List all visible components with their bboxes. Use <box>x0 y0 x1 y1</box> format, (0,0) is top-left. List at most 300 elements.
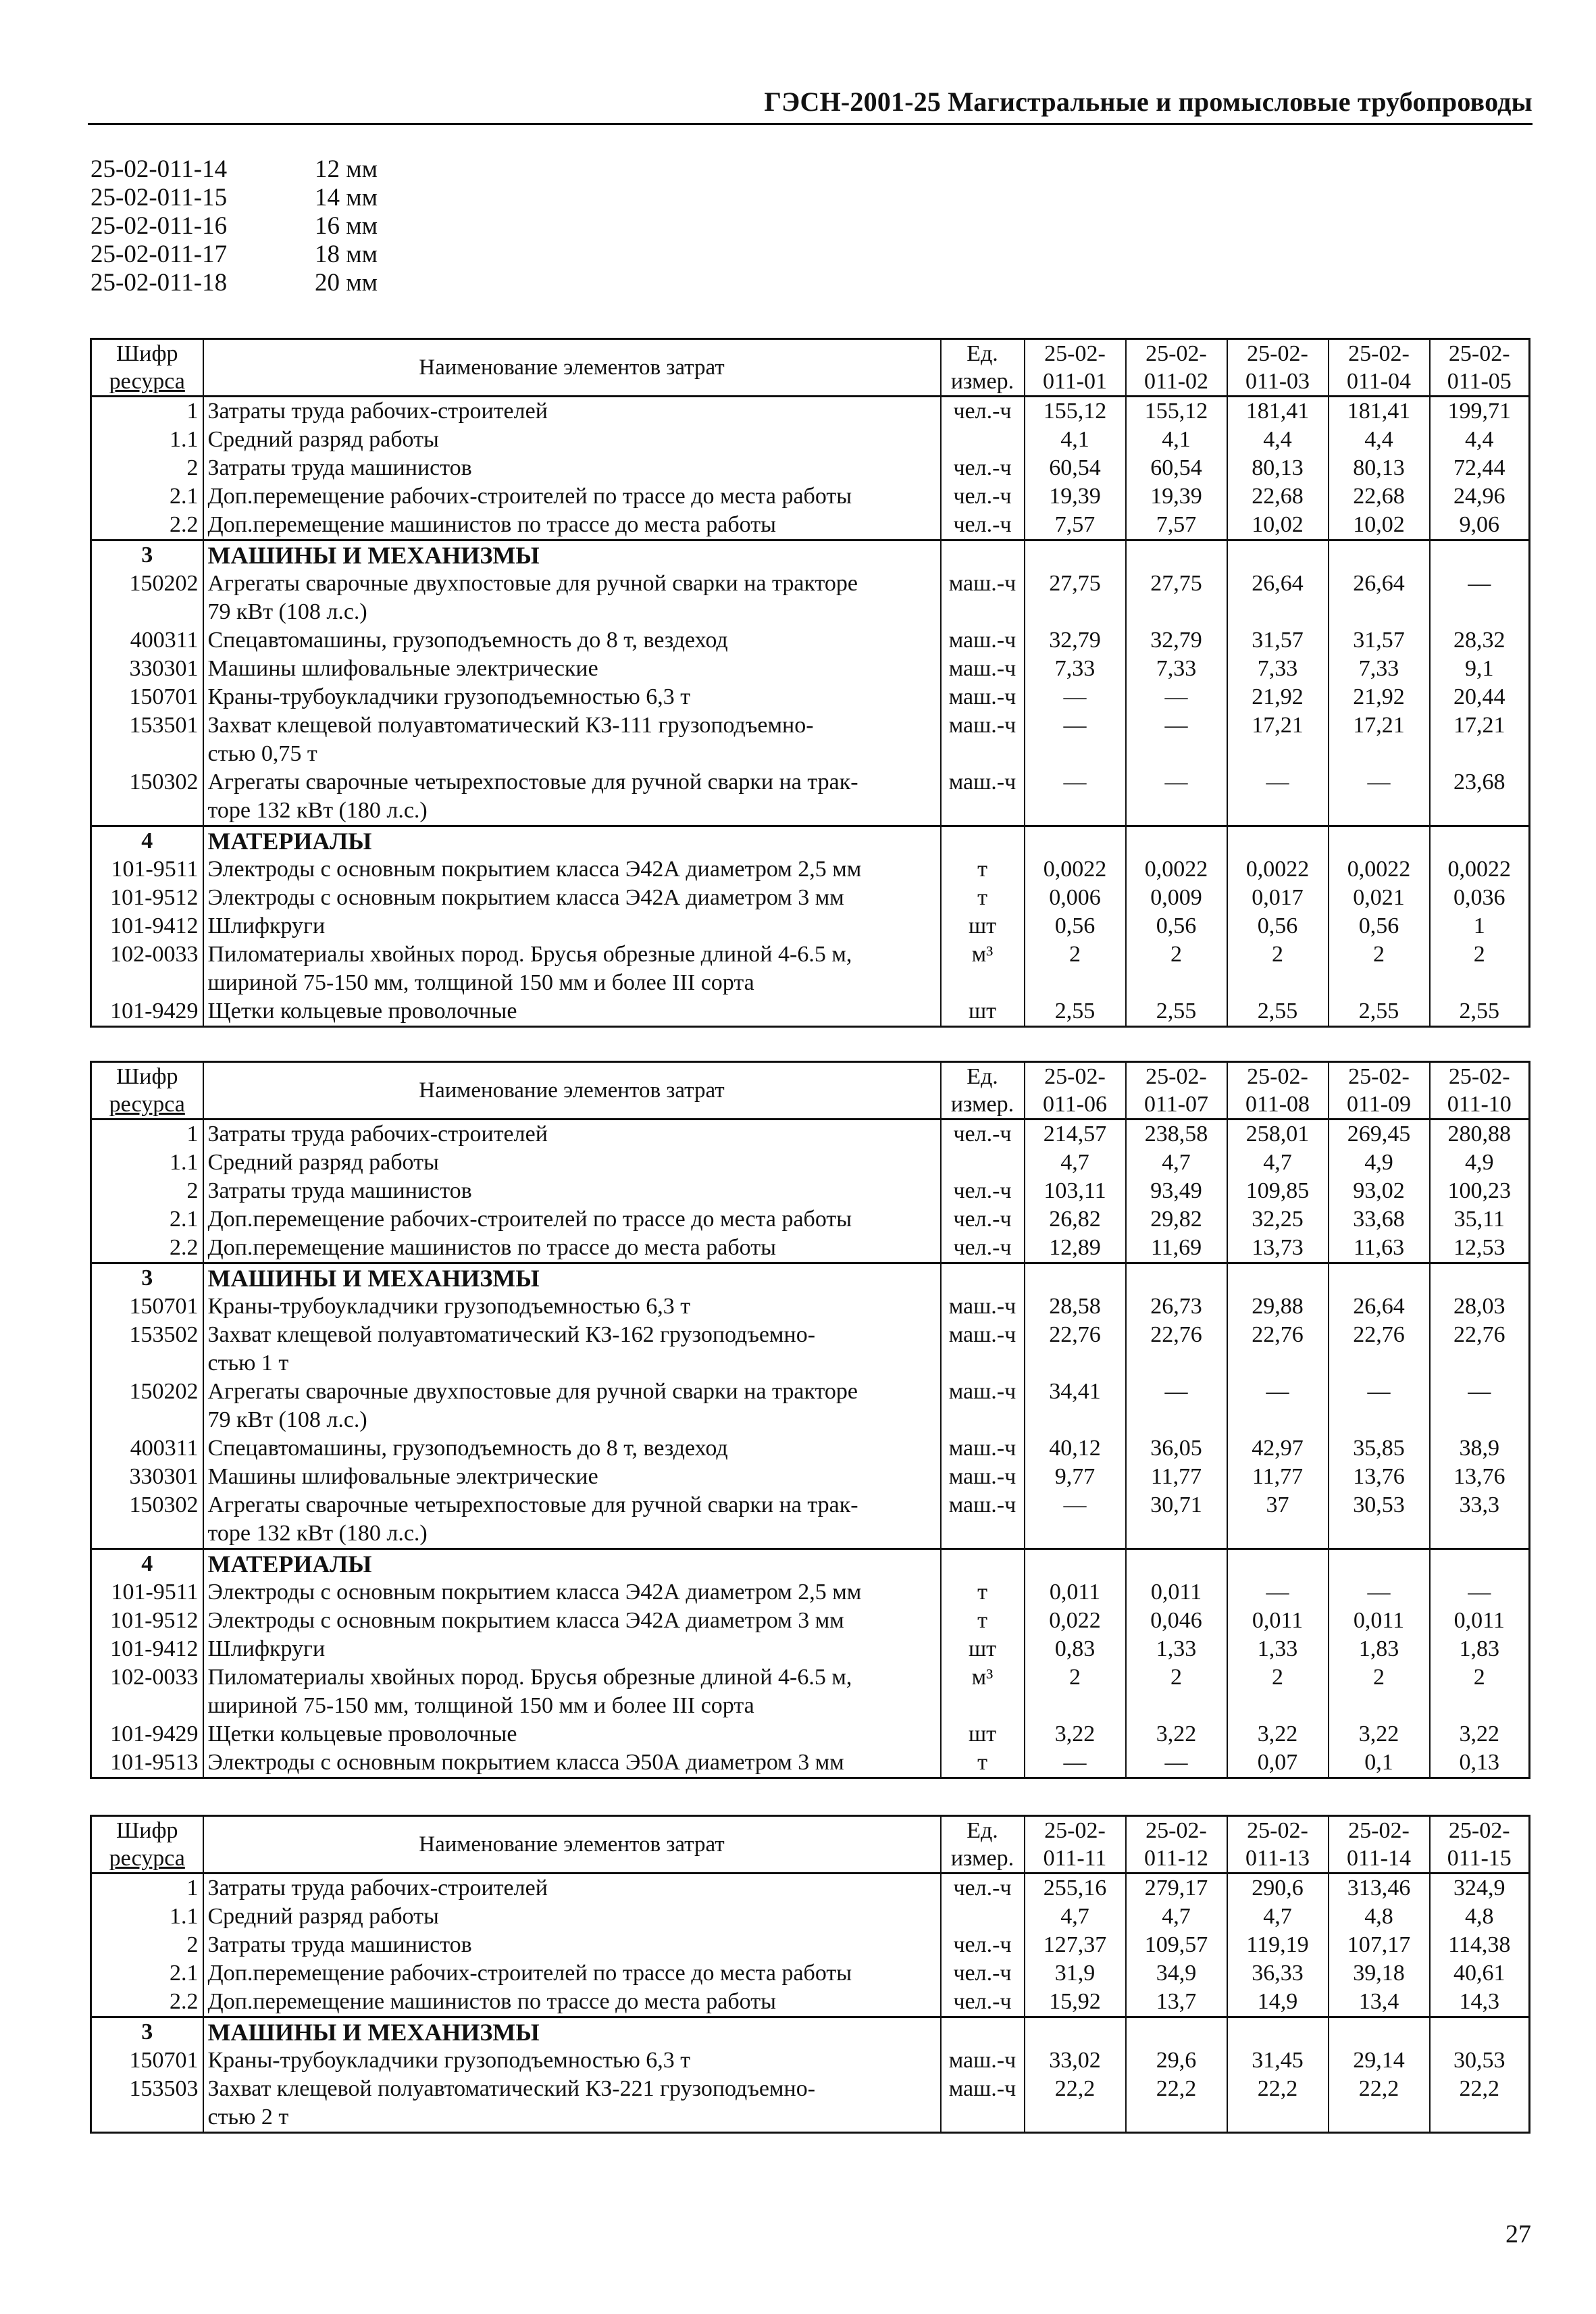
cell-unit <box>941 1149 1025 1177</box>
header-code-column <box>1430 339 1530 397</box>
cell-name: Захват клещевой полуавтоматический КЗ-162 грузоподъемно- <box>203 1321 941 1349</box>
cell-value: — <box>1430 1378 1530 1406</box>
header-code-column <box>1430 1816 1530 1873</box>
cell-value: 11,69 <box>1126 1234 1227 1263</box>
cell-name: Агрегаты сварочные двухпостовые для ручной сварки на тракторе <box>203 570 941 598</box>
cell-value: 0,011 <box>1227 1607 1329 1635</box>
cell-value: 238,58 <box>1126 1120 1227 1149</box>
header-code-column <box>1329 1816 1430 1873</box>
cell-unit: т <box>941 855 1025 884</box>
header-code-line1: 25-02- <box>1044 341 1106 366</box>
cell-value <box>1025 598 1126 626</box>
cell-cipher: 101-9429 <box>91 997 203 1027</box>
cell-value <box>1430 1349 1530 1378</box>
header-unit-line2: измер. <box>950 369 1014 394</box>
cell-value <box>1025 797 1126 826</box>
header-name: Наименование элементов затрат <box>203 1816 941 1873</box>
cell-unit: маш.-ч <box>941 1321 1025 1349</box>
cell-value <box>1126 969 1227 997</box>
cell-cipher: 150701 <box>91 683 203 711</box>
cell-name: МАТЕРИАЛЫ <box>203 1549 941 1579</box>
cell-name: Доп.перемещение рабочих-строителей по трассе до места работы <box>203 1959 941 1988</box>
cell-name: Шлифкруги <box>203 912 941 940</box>
cell-cipher: 101-9429 <box>91 1720 203 1749</box>
header-code-line2: 011-06 <box>1042 1092 1108 1117</box>
cell-unit: маш.-ч <box>941 2046 1025 2075</box>
cell-value: 3,22 <box>1227 1720 1329 1749</box>
cell-value: 80,13 <box>1227 454 1329 482</box>
cell-value <box>1025 2103 1126 2133</box>
cell-value: — <box>1025 1749 1126 1778</box>
cell-unit: маш.-ч <box>941 1491 1025 1519</box>
table-row <box>91 1149 1530 1177</box>
cell-cipher: 2 <box>91 454 203 482</box>
cell-value: 23,68 <box>1430 768 1530 797</box>
cell-unit <box>941 797 1025 826</box>
cell-name: Затраты труда машинистов <box>203 1931 941 1959</box>
cell-value <box>1227 1549 1329 1579</box>
table-header <box>91 339 1530 397</box>
cell-value: 28,32 <box>1430 626 1530 655</box>
cell-value: 0,011 <box>1025 1578 1126 1607</box>
table-row <box>91 711 1530 740</box>
cell-value <box>1430 1519 1530 1549</box>
cell-cipher: 2.1 <box>91 1205 203 1234</box>
cell-name: 79 кВт (108 л.с.) <box>203 598 941 626</box>
cell-value <box>1430 797 1530 826</box>
cell-value: 22,2 <box>1430 2075 1530 2103</box>
cell-value: 2 <box>1329 1663 1430 1692</box>
table-row <box>91 1663 1530 1692</box>
cell-value: 4,7 <box>1025 1149 1126 1177</box>
header-unit-line1: Ед. <box>967 1064 998 1089</box>
cell-value <box>1430 1263 1530 1293</box>
table-row <box>91 1720 1530 1749</box>
cell-cipher: 102-0033 <box>91 1663 203 1692</box>
cell-cipher: 150202 <box>91 1378 203 1406</box>
cell-value <box>1329 1519 1430 1549</box>
table-row <box>91 1903 1530 1931</box>
cell-name: Захват клещевой полуавтоматический КЗ-221 грузоподъемно- <box>203 2075 941 2103</box>
table-row <box>91 912 1530 940</box>
cell-value: 13,73 <box>1227 1234 1329 1263</box>
cell-value: — <box>1025 1491 1126 1519</box>
cell-value: 0,07 <box>1227 1749 1329 1778</box>
cell-value: 30,53 <box>1329 1491 1430 1519</box>
cell-value <box>1025 1549 1126 1579</box>
cell-value <box>1126 1549 1227 1579</box>
cell-value: 32,79 <box>1126 626 1227 655</box>
cell-value: 24,96 <box>1430 482 1530 511</box>
cell-value: 32,25 <box>1227 1205 1329 1234</box>
cell-unit: чел.-ч <box>941 1120 1025 1149</box>
cell-cipher: 102-0033 <box>91 940 203 969</box>
cell-value: 22,2 <box>1227 2075 1329 2103</box>
cell-value: 4,1 <box>1025 426 1126 454</box>
code-size-row <box>91 241 378 269</box>
cell-value: 9,77 <box>1025 1463 1126 1491</box>
cell-value: 22,2 <box>1126 2075 1227 2103</box>
header-code-column <box>1430 1062 1530 1120</box>
cell-value: 42,97 <box>1227 1434 1329 1463</box>
cell-name: стью 0,75 т <box>203 740 941 768</box>
cell-value: 27,75 <box>1126 570 1227 598</box>
cell-cipher: 1.1 <box>91 1903 203 1931</box>
cell-value: 214,57 <box>1025 1120 1126 1149</box>
cell-unit: чел.-ч <box>941 1205 1025 1234</box>
cell-cipher <box>91 598 203 626</box>
table-row <box>91 511 1530 540</box>
cell-value <box>1329 1549 1430 1579</box>
header-cipher <box>91 1062 203 1120</box>
cell-cipher: 101-9511 <box>91 1578 203 1607</box>
cell-value <box>1329 1263 1430 1293</box>
cell-value <box>1025 2017 1126 2047</box>
cell-name: Агрегаты сварочные четырехпостовые для ручной сварки на трак- <box>203 1491 941 1519</box>
cell-value: 7,57 <box>1025 511 1126 540</box>
cell-value <box>1329 1692 1430 1720</box>
cell-value: 255,16 <box>1025 1873 1126 1903</box>
cell-value: 21,92 <box>1227 683 1329 711</box>
cell-unit: чел.-ч <box>941 397 1025 426</box>
cell-value <box>1329 797 1430 826</box>
header-code-line2: 011-09 <box>1346 1092 1412 1117</box>
cell-name: Затраты труда рабочих-строителей <box>203 397 941 426</box>
cell-value: 127,37 <box>1025 1931 1126 1959</box>
cell-name: торе 132 кВт (180 л.с.) <box>203 1519 941 1549</box>
cell-value <box>1126 826 1227 856</box>
header-code-line2: 011-10 <box>1447 1092 1512 1117</box>
cell-unit: чел.-ч <box>941 1234 1025 1263</box>
cell-value: 9,06 <box>1430 511 1530 540</box>
cell-value <box>1025 740 1126 768</box>
cell-value <box>1126 2103 1227 2133</box>
cell-name: МАШИНЫ И МЕХАНИЗМЫ <box>203 2017 941 2047</box>
cell-value: 17,21 <box>1430 711 1530 740</box>
cell-value: 2 <box>1025 1663 1126 1692</box>
cell-value: 0,036 <box>1430 884 1530 912</box>
cell-value: 13,76 <box>1329 1463 1430 1491</box>
header-code-line2: 011-14 <box>1346 1846 1412 1871</box>
cell-unit <box>941 1903 1025 1931</box>
cell-unit: чел.-ч <box>941 511 1025 540</box>
table-row <box>91 1234 1530 1263</box>
header-code-line1: 25-02- <box>1145 341 1207 366</box>
cell-value: 2,55 <box>1329 997 1430 1027</box>
cell-value: 35,85 <box>1329 1434 1430 1463</box>
cell-name: Электроды с основным покрытием класса Э42А диаметром 3 мм <box>203 1607 941 1635</box>
cell-value: — <box>1126 711 1227 740</box>
cell-unit: маш.-ч <box>941 1434 1025 1463</box>
cell-value: 0,0022 <box>1329 855 1430 884</box>
cell-value: 0,006 <box>1025 884 1126 912</box>
cell-value: 29,82 <box>1126 1205 1227 1234</box>
table-row <box>91 2017 1530 2047</box>
cell-value: 0,13 <box>1430 1749 1530 1778</box>
cell-value: 4,4 <box>1227 426 1329 454</box>
header-code-line1: 25-02- <box>1247 1064 1308 1089</box>
table-row <box>91 826 1530 856</box>
cell-unit: маш.-ч <box>941 2075 1025 2103</box>
header-cipher-line2: ресурса <box>109 1846 185 1871</box>
cell-name: шириной 75-150 мм, толщиной 150 мм и более III сорта <box>203 1692 941 1720</box>
cell-value: — <box>1126 768 1227 797</box>
cell-name: Затраты труда рабочих-строителей <box>203 1873 941 1903</box>
table-row <box>91 626 1530 655</box>
cell-value <box>1430 2017 1530 2047</box>
table-row <box>91 768 1530 797</box>
cell-value <box>1227 740 1329 768</box>
table-row <box>91 1406 1530 1434</box>
header-code-line1: 25-02- <box>1348 341 1410 366</box>
cell-value: 22,68 <box>1227 482 1329 511</box>
cell-value: 109,85 <box>1227 1177 1329 1205</box>
cell-name: Агрегаты сварочные четырехпостовые для ручной сварки на трак- <box>203 768 941 797</box>
table-row <box>91 1749 1530 1778</box>
cell-value: — <box>1430 570 1530 598</box>
cell-value: 22,68 <box>1329 482 1430 511</box>
cell-value: 290,6 <box>1227 1873 1329 1903</box>
cell-value <box>1430 540 1530 570</box>
cell-value: 14,3 <box>1430 1988 1530 2017</box>
cell-cipher: 4 <box>91 1549 203 1579</box>
cell-cipher: 150302 <box>91 1491 203 1519</box>
cell-value <box>1329 2017 1430 2047</box>
cell-unit <box>941 598 1025 626</box>
table-row <box>91 884 1530 912</box>
cell-value: — <box>1329 1578 1430 1607</box>
header-cipher-line2: ресурса <box>109 369 185 394</box>
cell-cipher <box>91 969 203 997</box>
cell-name: Электроды с основным покрытием класса Э42А диаметром 2,5 мм <box>203 855 941 884</box>
header-code-line1: 25-02- <box>1247 341 1308 366</box>
resource-table-2 <box>90 1061 1530 1779</box>
cell-name: Средний разряд работы <box>203 426 941 454</box>
cell-unit <box>941 1549 1025 1579</box>
cell-name: Электроды с основным покрытием класса Э50А диаметром 3 мм <box>203 1749 941 1778</box>
cell-unit <box>941 1692 1025 1720</box>
cell-value: 35,11 <box>1430 1205 1530 1234</box>
cell-value: 93,49 <box>1126 1177 1227 1205</box>
cell-value <box>1126 598 1227 626</box>
cell-cipher: 153502 <box>91 1321 203 1349</box>
cell-name: Затраты труда рабочих-строителей <box>203 1120 941 1149</box>
header-code-line1: 25-02- <box>1044 1064 1106 1089</box>
cell-value: 17,21 <box>1227 711 1329 740</box>
cell-value: 269,45 <box>1329 1120 1430 1149</box>
cell-cipher: 3 <box>91 2017 203 2047</box>
table-row <box>91 1263 1530 1293</box>
header-code-line2: 011-13 <box>1245 1846 1310 1871</box>
code-size-row <box>91 269 378 297</box>
cell-value <box>1126 540 1227 570</box>
table-row <box>91 1578 1530 1607</box>
cell-value: 103,11 <box>1025 1177 1126 1205</box>
table-row <box>91 570 1530 598</box>
header-cipher <box>91 339 203 397</box>
cell-value: 0,56 <box>1025 912 1126 940</box>
cell-value: 22,76 <box>1430 1321 1530 1349</box>
cell-value: 22,2 <box>1025 2075 1126 2103</box>
header-code-column <box>1227 1062 1329 1120</box>
table-row <box>91 740 1530 768</box>
cell-value: 11,63 <box>1329 1234 1430 1263</box>
cell-unit <box>941 426 1025 454</box>
code-size-value: 20 мм <box>315 269 378 297</box>
cell-value: 313,46 <box>1329 1873 1430 1903</box>
cell-value: — <box>1025 711 1126 740</box>
header-code-line1: 25-02- <box>1448 341 1510 366</box>
table-row <box>91 1635 1530 1663</box>
table-row <box>91 426 1530 454</box>
header-unit-line1: Ед. <box>967 1818 998 1843</box>
cell-name: Шлифкруги <box>203 1635 941 1663</box>
cell-value: 2,55 <box>1025 997 1126 1027</box>
cell-value: 0,0022 <box>1227 855 1329 884</box>
cell-cipher: 3 <box>91 540 203 570</box>
cell-name: Затраты труда машинистов <box>203 454 941 482</box>
cell-value: 26,64 <box>1329 1292 1430 1321</box>
cell-name: Щетки кольцевые проволочные <box>203 1720 941 1749</box>
code-label: 25-02-011-16 <box>91 212 228 240</box>
table-row <box>91 1491 1530 1519</box>
cell-value <box>1329 1406 1430 1434</box>
cell-value: — <box>1227 768 1329 797</box>
cell-unit: чел.-ч <box>941 454 1025 482</box>
cell-value: — <box>1025 768 1126 797</box>
table-row <box>91 969 1530 997</box>
cell-value <box>1329 826 1430 856</box>
header-unit-line1: Ед. <box>967 341 998 366</box>
cell-name: стью 1 т <box>203 1349 941 1378</box>
cell-value: 26,64 <box>1329 570 1430 598</box>
cell-value <box>1430 740 1530 768</box>
cell-value: 22,76 <box>1126 1321 1227 1349</box>
header-code-line1: 25-02- <box>1448 1818 1510 1843</box>
table-row <box>91 997 1530 1027</box>
header-code-line1: 25-02- <box>1448 1064 1510 1089</box>
header-code-line2: 011-04 <box>1346 369 1412 394</box>
header-code-line1: 25-02- <box>1348 1064 1410 1089</box>
cell-value: 2 <box>1227 1663 1329 1692</box>
cell-value: 2,55 <box>1126 997 1227 1027</box>
cell-value: 0,56 <box>1126 912 1227 940</box>
cell-value: 37 <box>1227 1491 1329 1519</box>
cell-value <box>1025 1263 1126 1293</box>
cell-value <box>1430 826 1530 856</box>
cell-value: 1,83 <box>1329 1635 1430 1663</box>
cell-value <box>1227 1692 1329 1720</box>
cell-name: Электроды с основным покрытием класса Э42А диаметром 3 мм <box>203 884 941 912</box>
cell-value: 22,76 <box>1329 1321 1430 1349</box>
cell-value <box>1126 1519 1227 1549</box>
cell-name: Спецавтомашины, грузоподъемность до 8 т, вездеход <box>203 626 941 655</box>
table-row <box>91 1205 1530 1234</box>
cell-name: Пиломатериалы хвойных пород. Брусья обрезные длиной 4-6.5 м, <box>203 1663 941 1692</box>
cell-name: Краны-трубоукладчики грузоподъемностью 6,3 т <box>203 683 941 711</box>
cell-value: 36,05 <box>1126 1434 1227 1463</box>
cell-unit: м³ <box>941 940 1025 969</box>
cell-cipher: 330301 <box>91 1463 203 1491</box>
table-row <box>91 1378 1530 1406</box>
cell-value <box>1025 826 1126 856</box>
cell-value <box>1329 1349 1430 1378</box>
cell-value: 38,9 <box>1430 1434 1530 1463</box>
cell-cipher: 4 <box>91 826 203 856</box>
cell-value: 0,0022 <box>1025 855 1126 884</box>
cell-unit: маш.-ч <box>941 711 1025 740</box>
table-row <box>91 1463 1530 1491</box>
table-row <box>91 454 1530 482</box>
cell-value: 11,77 <box>1227 1463 1329 1491</box>
cell-name: Затраты труда машинистов <box>203 1177 941 1205</box>
cell-unit <box>941 540 1025 570</box>
cell-unit <box>941 1263 1025 1293</box>
cell-value: 34,41 <box>1025 1378 1126 1406</box>
cell-unit: маш.-ч <box>941 1292 1025 1321</box>
cell-cipher: 101-9513 <box>91 1749 203 1778</box>
cell-value <box>1430 598 1530 626</box>
cell-unit <box>941 969 1025 997</box>
cell-cipher <box>91 740 203 768</box>
cell-value: 60,54 <box>1126 454 1227 482</box>
cell-value: 2 <box>1126 940 1227 969</box>
cell-value: 27,75 <box>1025 570 1126 598</box>
cell-value: 19,39 <box>1025 482 1126 511</box>
header-unit <box>941 1816 1025 1873</box>
cell-cipher: 2.2 <box>91 1988 203 2017</box>
header-code-line2: 011-12 <box>1143 1846 1209 1871</box>
cell-value: 199,71 <box>1430 397 1530 426</box>
cell-unit: шт <box>941 1720 1025 1749</box>
cell-value: 31,57 <box>1227 626 1329 655</box>
table-row <box>91 1607 1530 1635</box>
cell-value <box>1329 2103 1430 2133</box>
cell-value <box>1126 1263 1227 1293</box>
cell-value: 0,022 <box>1025 1607 1126 1635</box>
cell-name: Доп.перемещение рабочих-строителей по трассе до места работы <box>203 1205 941 1234</box>
table-body <box>91 1120 1530 1778</box>
cell-unit: т <box>941 1607 1025 1635</box>
cell-value: 4,4 <box>1430 426 1530 454</box>
cell-cipher: 3 <box>91 1263 203 1293</box>
cell-value: — <box>1329 768 1430 797</box>
cell-value: — <box>1227 1578 1329 1607</box>
cell-name: Машины шлифовальные электрические <box>203 1463 941 1491</box>
cell-value: 0,009 <box>1126 884 1227 912</box>
cell-value: 0,011 <box>1126 1578 1227 1607</box>
header-unit <box>941 1062 1025 1120</box>
cell-value: 7,33 <box>1025 655 1126 683</box>
cell-value: 2 <box>1126 1663 1227 1692</box>
cell-value: 119,19 <box>1227 1931 1329 1959</box>
header-unit-line2: измер. <box>950 1846 1014 1871</box>
header-code-column <box>1227 1816 1329 1873</box>
cell-cipher: 101-9512 <box>91 884 203 912</box>
cell-value: 21,92 <box>1329 683 1430 711</box>
table-row <box>91 1988 1530 2017</box>
cell-value: 31,9 <box>1025 1959 1126 1988</box>
cell-value: 32,79 <box>1025 626 1126 655</box>
cell-value: 4,7 <box>1227 1149 1329 1177</box>
cell-value: 2 <box>1430 940 1530 969</box>
cell-value: 13,7 <box>1126 1988 1227 2017</box>
cell-value: 324,9 <box>1430 1873 1530 1903</box>
cell-value <box>1126 740 1227 768</box>
cell-unit: шт <box>941 1635 1025 1663</box>
cell-value <box>1025 969 1126 997</box>
cell-value: 1 <box>1430 912 1530 940</box>
